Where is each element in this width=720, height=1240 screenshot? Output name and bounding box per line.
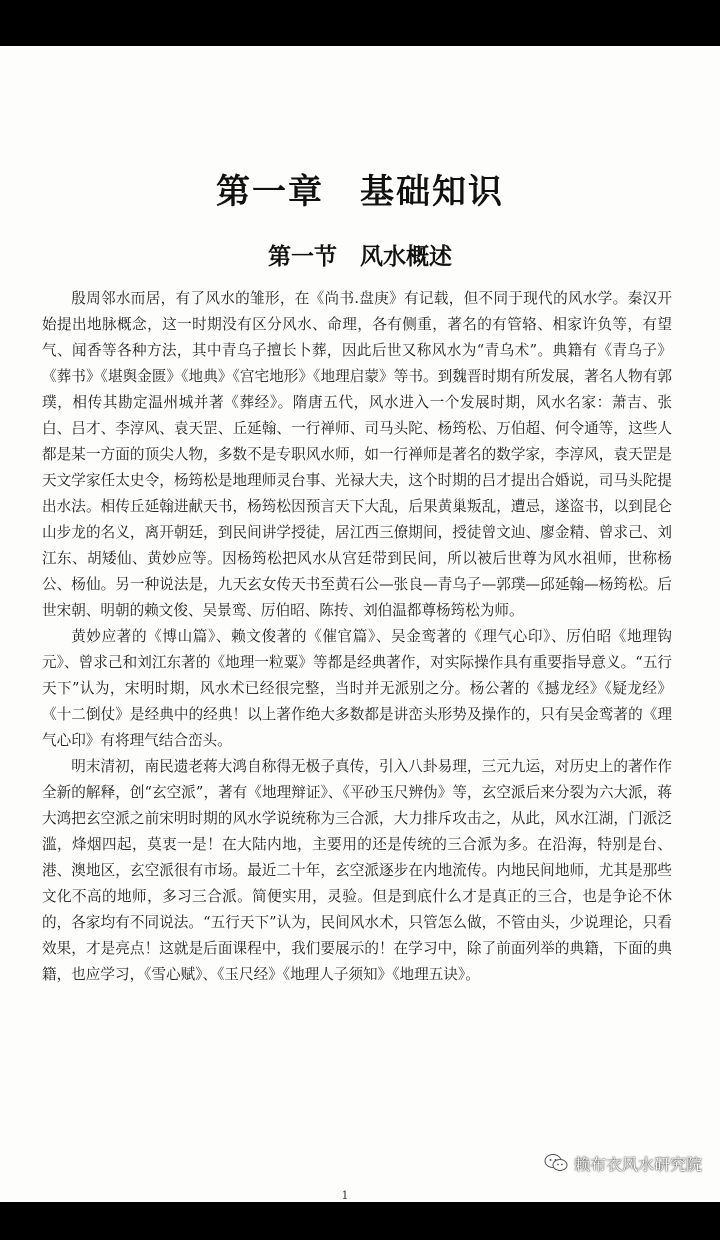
- bottom-black-bar: [0, 1202, 720, 1240]
- paragraph-1: 殷周邻水而居，有了风水的雏形，在《尚书.盘庚》有记载，但不同于现代的风水学。秦汉开始提出地脉概念，这一时期没有区分风水、命理，各有侧重，著名的有管辂、相家许负等，有望气、闻香等各种方法，其中青乌子擅长卜葬，因此后世又称风水为“青乌术”。典籍有《青乌子》《葬书》《堪舆金匮》《地典》《宫宅地形》《地理启蒙》等书。到魏晋时期有所发展，著名人物有郭璞，相传其勘定温州城并著《葬经》。隋唐五代，风水进入一个发展时期，风水名家：萧吉、张白、吕才、李淳风、袁天罡、丘延翰、一行禅师、司马头陀、杨筠松、万伯超、何令通等，这些人都是某一方面的顶尖人物，多数不是专职风水师，如一行禅师是著名的数学家，李淳风，袁天罡是天文学家任太史令，杨筠松是地理师灵台事、光禄大夫，这个时期的吕才提出合婚说，司马头陀提出水法。相传丘延翰进献天书，杨筠松因预言天下大乱，后果黄巢叛乱，遭忌，遂盗书，以到昆仑山步龙的名义，离开朝廷，到民间讲学授徒，居江西三僚期间，授徒曾文辿、廖金精、曾求己、刘江东、胡矮仙、黄妙应等。因杨筠松把风水从宫廷带到民间，所以被后世尊为风水祖师，世称杨公、杨仙。另一种说法是，九天玄女传天书至黄石公—张良—青乌子—郭璞—邱延翰—杨筠松。后世宋朝、明朝的赖文俊、吴景鸾、厉伯昭、陈抟、刘伯温都尊杨筠松为师。: [42, 290, 672, 619]
- body-text: [42, 286, 672, 988]
- top-black-bar: [0, 0, 720, 46]
- chapter-title: 第一章 基础知识: [216, 172, 504, 212]
- section-title: 第一节 风水概述: [268, 243, 452, 270]
- document-page: [0, 46, 720, 1202]
- paragraph-2: 黄妙应著的《博山篇》、赖文俊著的《催官篇》、吴金鸾著的《理气心印》、厉伯昭《地理钩元》、曾求己和刘江东著的《地理一粒粟》等都是经典著作，对实际操作具有重要指导意义。“五行天下”认为，宋明时期，风水术已经很完整，当时并无派别之分。杨公著的《撼龙经》《疑龙经》《十二倒仗》是经典中的经典！以上著作绝大多数都是讲峦头形势及操作的，只有吴金鸾著的《理气心印》有将理气结合峦头。: [42, 628, 672, 749]
- paragraph-3: 明末清初，南民遗老蒋大鸿自称得无极子真传，引入八卦易理，三元九运，对历史上的著作作全新的解释，创“玄空派”，著有《地理辩证》、《平砂玉尺辨伪》等，玄空派后来分裂为六大派，蒋大鸿把玄空派之前宋明时期的风水学说统称为三合派，大力排斥攻击之，从此，风水江湖，门派泛滥，烽烟四起，莫衷一是！在大陆内地，主要用的还是传统的三合派为多。在沿海，特别是台、港、澳地区，玄空派很有市场。最近二十年，玄空派逐步在内地流传。内地民间地师，尤其是那些文化不高的地师，多习三合派。简便实用，灵验。但是到底什么才是真正的三合，也是争论不休的，各家均有不同说法。“五行天下”认为，民间风水术，只管怎么做，不管由头，少说理论，只看效果，才是亮点！这就是后面课程中，我们要展示的！在学习中，除了前面列举的典籍，下面的典籍，也应学习，《雪心赋》、《玉尺经》《地理人子须知》《地理五诀》。: [42, 758, 672, 983]
- wechat-channel-icon: [544, 1153, 568, 1173]
- watermark-text: 赖布衣风水研究院: [573, 1154, 702, 1174]
- watermark: [544, 1150, 702, 1176]
- page-number: 1: [341, 1189, 349, 1202]
